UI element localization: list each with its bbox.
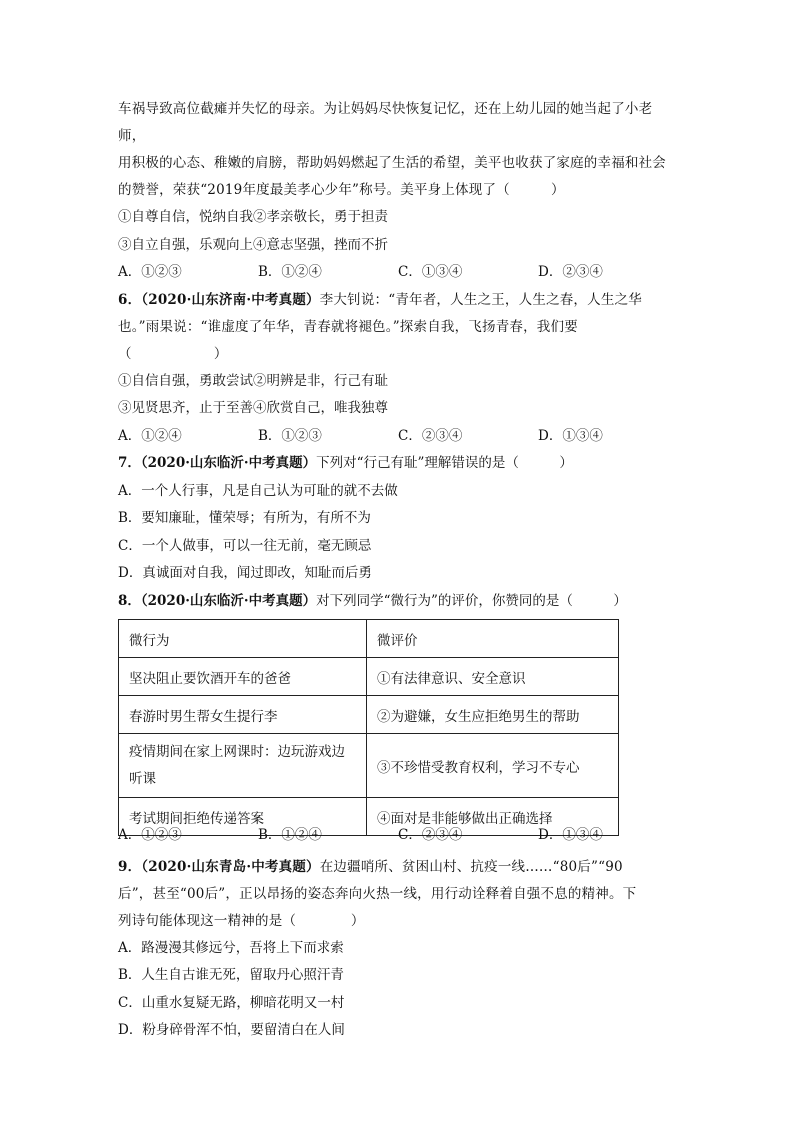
q6-option-c: C．②③④ (398, 427, 463, 444)
table-header-cell: 微评价 (367, 620, 619, 658)
q9-stem-line: 后”，甚至“00后”，正以昂扬的姿态奔向火热一线，用行动诠释着自强不息的精神。下 (118, 885, 637, 902)
q9-stem-text: 在边疆哨所、贫困山村、抗疫一线……“80后”“90 (319, 858, 623, 875)
q5-option-b: B．①②④ (258, 264, 322, 280)
table-header-cell: 微行为 (119, 620, 367, 658)
q8-option-d: D．①③④ (538, 827, 603, 843)
table-row (119, 658, 619, 696)
q7-option-d: D．真诚面对自我，闻过即改，知耻而后勇 (118, 565, 372, 581)
q5-statements-2: ③自立自强，乐观向上④意志坚强，挫而不折 (118, 236, 388, 253)
q9-option-a: A．路漫漫其修远兮，吾将上下而求索 (118, 939, 344, 956)
table-row (119, 734, 619, 798)
q8-table (118, 619, 619, 836)
q9-option-d: D．粉身碎骨浑不怕，要留清白在人间 (118, 1022, 345, 1038)
q6-option-b: B．①②③ (258, 427, 322, 444)
q5-stem (118, 96, 678, 204)
q5-statements-1: ①自尊自信，悦纳自我②孝亲敬长，勇于担责 (118, 209, 388, 225)
q8-option-a: A．①②③ (118, 827, 182, 843)
q5-option-d: D．②③④ (538, 264, 603, 280)
q9-option-c: C．山重水复疑无路，柳暗花明又一村 (118, 994, 345, 1011)
table-row (119, 696, 619, 734)
q6-stem-line (118, 287, 678, 314)
question-content (118, 96, 678, 1045)
q7-stem (118, 450, 678, 478)
q5-option-a: A．①②③ (118, 264, 182, 280)
table-cell: ①有法律意识、安全意识 (367, 658, 619, 696)
table-cell: 春游时男生帮女生提行李 (119, 696, 367, 734)
q7-option-a: A．一个人行事，凡是自己认为可耻的就不去做 (118, 482, 398, 499)
q6-stem-text: 李大钊说：“青年者，人生之王，人生之春，人生之华 (319, 291, 642, 308)
q8-option-c: C．②③④ (398, 827, 463, 843)
q7-stem-text: 下列对“行己有耻”理解错误的是（ ） (316, 455, 573, 471)
q5-stem-line: 用积极的心态、稚嫩的肩膀，帮助妈妈燃起了生活的希望，美平也收获了家庭的幸福和社会 (118, 155, 666, 171)
q8-stem (118, 588, 678, 616)
q6-stem-line: 也。”雨果说：“谁虚度了年华，青春就将褪色。”探索自我，飞扬青春，我们要 (118, 318, 578, 335)
q9-stem-line: 列诗句能体现这一精神的是（ ） (118, 912, 365, 929)
q6-options (118, 423, 678, 451)
q6-answer-blank: （ ） (118, 345, 228, 362)
table-header-row (119, 620, 619, 658)
q6-statements-2: ③见贤思齐，止于至善④欣赏自己，唯我独尊 (118, 400, 388, 416)
q6-option-a: A．①②④ (118, 427, 182, 444)
q9-option-b: B．人生自古谁无死，留取丹心照汗青 (118, 967, 344, 983)
q6-option-d: D．①③④ (538, 427, 603, 444)
q5-stem-line: 的赞誉，荣获“2019年度最美孝心少年”称号。美平身上体现了（ ） (118, 182, 565, 198)
q9-stem-line (118, 854, 678, 881)
q5-stem-line: 车祸导致高位截瘫并失忆的母亲。为让妈妈尽快恢复记忆，还在上幼儿园的她当起了小老师， (118, 101, 653, 144)
q6-statements-1: ①自信自强，勇敢尝试②明辨是非，行己有耻 (118, 372, 388, 389)
q8-heading: 8．（2020·山东临沂·中考真题） (118, 592, 317, 609)
q5-options (118, 259, 678, 287)
q6-stem (118, 287, 678, 368)
q9-heading: 9．（2020·山东青岛·中考真题） (118, 858, 320, 875)
q8-option-b: B．①②④ (258, 827, 322, 843)
q9-stem (118, 854, 678, 935)
q6-heading: 6．（2020·山东济南·中考真题） (118, 291, 320, 308)
q7-heading: 7．（2020·山东临沂·中考真题） (118, 455, 317, 471)
q8-options (118, 822, 678, 850)
q8-stem-text: 对下列同学“微行为”的评价，你赞同的是（ ） (316, 592, 627, 609)
table-cell: ④面对是非能够做出正确选择 (367, 798, 619, 836)
q7-option-c: C．一个人做事，可以一往无前，毫无顾忌 (118, 537, 372, 554)
q7-option-b: B．要知廉耻，懂荣辱；有所为，有所不为 (118, 510, 371, 526)
table-cell: ③不珍惜受教育权利，学习不专心 (367, 734, 619, 798)
table-cell: 坚决阻止要饮酒开车的爸爸 (119, 658, 367, 696)
table-cell: 疫情期间在家上网课时：边玩游戏边听课 (119, 734, 367, 798)
table-cell: 考试期间拒绝传递答案 (119, 798, 367, 836)
q5-option-c: C．①③④ (398, 264, 463, 280)
table-cell: ②为避嫌，女生应拒绝男生的帮助 (367, 696, 619, 734)
